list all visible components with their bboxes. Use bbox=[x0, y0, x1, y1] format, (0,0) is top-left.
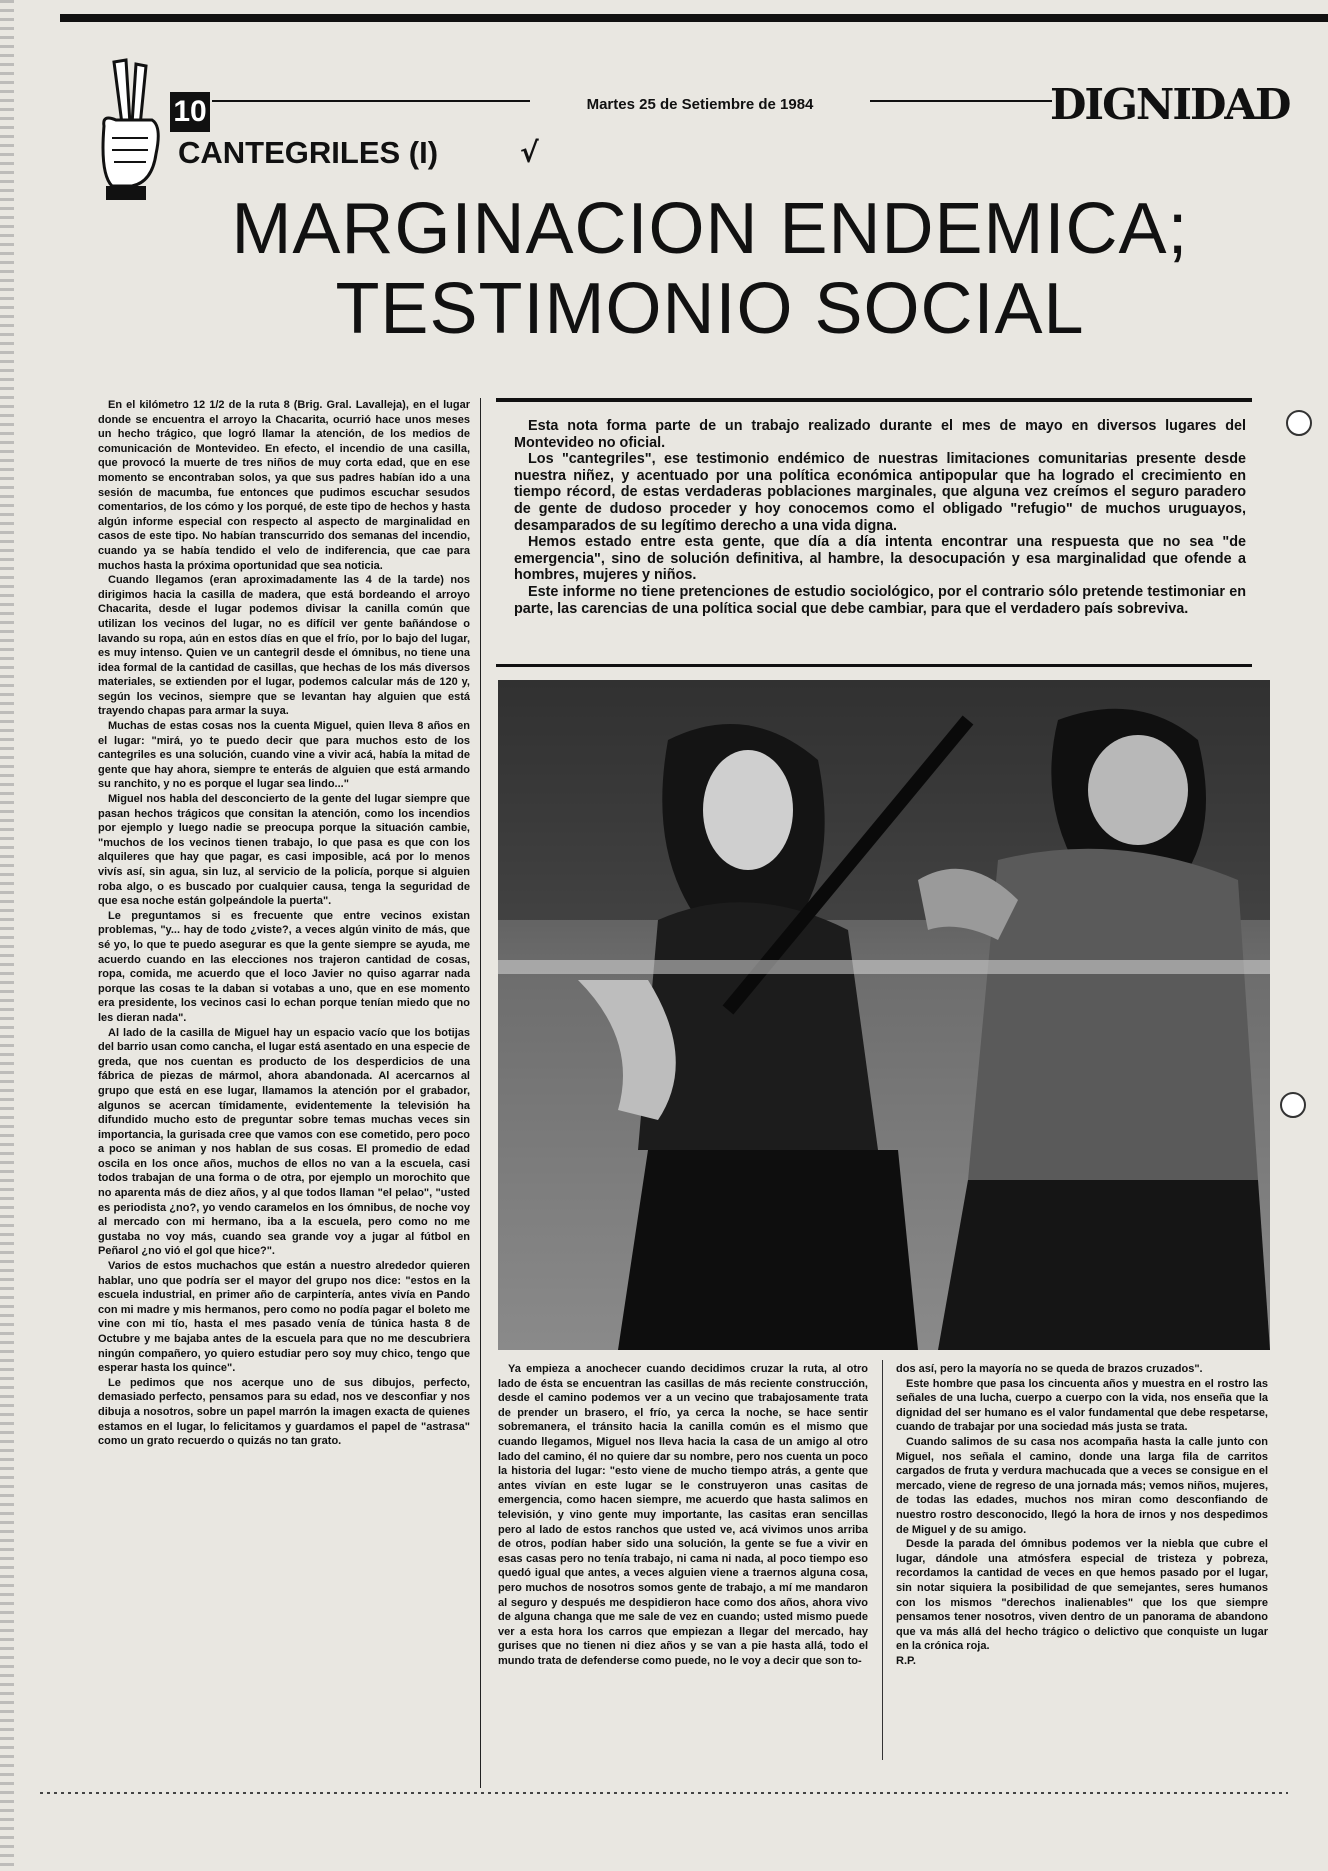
intro-paragraph: Hemos estado entre esta gente, que día a día intenta encontrar una respuesta que no sea "de emergencia", sino de solución definitiva, al hambre, la desocupación y esa marginalidad que ofende a hombres, mujeres y niños. bbox=[514, 534, 1246, 584]
news-photo bbox=[498, 680, 1270, 1350]
article-column-1 bbox=[98, 398, 470, 1449]
intro-paragraph: Los "cantegriles", ese testimonio endémico de nuestras limitaciones comunitarias presente desde nuestra niñez, y acentuado por una política económica antipopular que ha logrado el crecimiento en tiempo récord, de estas verdaderas poblaciones marginales, que alguna vez creímos el seguro paradero de gente de dudoso proceder y hoy conocemos como el obligado "refugio" de muchos uruguayos, desamparados de su legítimo derecho a una vida digna. bbox=[514, 451, 1246, 534]
top-border bbox=[60, 14, 1328, 22]
article-column-3 bbox=[896, 1362, 1268, 1668]
intro-paragraph: Esta nota forma parte de un trabajo realizado durante el mes de mayo en diversos lugares del Montevideo no oficial. bbox=[514, 418, 1246, 451]
masthead-logo: DIGNIDAD bbox=[1050, 80, 1290, 129]
intro-box bbox=[514, 418, 1246, 617]
column-divider bbox=[882, 1360, 883, 1760]
paragraph: Ya empieza a anochecer cuando decidimos cruzar la ruta, al otro lado de ésta se encuentran las casillas de más reciente construcción, desde el camino podemos ver a un vecino que trabajosamente trata de prender un brasero, el frío, ya cerca la noche, se hace sentir sobremanera, el tránsito hacia la canilla común es el mismo que cuando llegamos, Miguel nos lleva hacia la casa de un amigo al otro lado del camino, él no quiere dar su nombre, pero nos cuenta un poco la historia del lugar: "esto viene de mucho tiempo atrás, a gente que antes vivían en este lugar se le construyeron unas casitas de emergencia, como hacen siempre, me acuerdo que hasta salimos en televisión, y vino gente muy importante, las casitas eran sencillas pero al lado de estos ranchos que usted ve, acá vivimos unos arriba de otros, podían haber sido una solución, la gente se fue a vivir en esas casas pero no tenía trabajo, ni cama ni nada, al poco tiempo eso quedó igual que antes, a veces alguien viene a traernos alguna cosa, pero muchos de nosotros somos gente de trabajo, a mí me mandaron al seguro y después me despidieron hace como dos años, ahora vivo de alguna changa que me sale de vez en cuando; usted mismo puede ver a esta hora los carros que empiezan a llegar del mercado, hay gurises que no tienen ni diez años y se van a pie hasta allá, todo el mundo trata de defenderse como puede, no le voy a decir que son to- bbox=[498, 1363, 868, 1667]
column-divider bbox=[480, 398, 481, 1788]
paragraph: Le pedimos que nos acerque uno de sus dibujos, perfecto, demasiado perfecto, pensamos para su edad, nos ve desconfiar y nos dibuja a nosotros, sobre un papel marrón la imagen exacta de quienes estamos en el lugar, lo felicitamos y guardamos el papel de "astrasa" como un grato recuerdo o quizás no tan grato. bbox=[98, 1376, 470, 1448]
issue-date: Martes 25 de Setiembre de 1984 bbox=[530, 96, 870, 113]
bottom-border bbox=[40, 1792, 1288, 1794]
intro-bottom-rule bbox=[496, 664, 1252, 667]
paragraph: Desde la parada del ómnibus podemos ver la niebla que cubre el lugar, dándole una atmósfera especial de tristeza y pobreza, recordamos la cantidad de veces en que hemos pasado por el lugar, sin notar siquiera la posibilidad de que semejantes, seres humanos con los mismos "derechos inalienables" que los que siempre pensamos tener nosotros, viven dentro de un panorama de abandono que va más allá del hecho trágico o delictivo que conquiste un lugar en la crónica roja. bbox=[896, 1538, 1268, 1653]
paragraph: En el kilómetro 12 1/2 de la ruta 8 (Brig. Gral. Lavalleja), en el lugar donde se encuentra el arroyo la Chacarita, ocurrió hace unos meses un hecho trágico, que logró llamar la atención, de los medios de comunicación de Montevideo. En efecto, el incendio de una casilla, que provocó la muerte de tres niños de muy corta edad, que en ese momento se encontraban solos, ya que sus padres habían ido a una sesión de macumba, fue entonces que pudimos escuchar sesudos comentarios, de los cómo y los porqué, de este tipo de hechos y hasta algún informe especial con respecto al aspecto de marginalidad en casos de este tipo. No habían transcurrido dos semanas del incendio, cuando ya se había tendido el velo de indiferencia, que cae para muchos hasta la próxima oportunidad que sea noticia. bbox=[98, 399, 470, 572]
author-signature: R.P. bbox=[896, 1654, 916, 1667]
paragraph: Al lado de la casilla de Miguel hay un espacio vacío que los botijas del barrio usan como cancha, el lugar está asentado en una especie de greda, que nos cuentan es producto de los desperdicios de una fábrica de piezas de mármol, ahora abandonada. Al acercarnos al grupo que está en ese lugar, llamamos la atención por el grabador, algunos se acercan tímidamente, evidentemente la televisión ha difundido mucho esto de preguntar sobre temas muchas veces sin importancia, la gurisada cree que vamos con ese cometido, pero poco a poco se animan y nos hablan de sus cosas. El promedio de edad oscila en los once años, muchos de ellos no van a la escuela, casi todos trabajan de una forma o de otra, por ejemplo un morochito que no aparenta más de diez años, y al que todos llaman "el pelao", "usted es periodista ¿no?, yo vendo caramelos en los ómnibus, de noche voy al mercado con mi hermano, iba a la escuela, pero como no me gustaba no voy más, cuando sea grande voy a jugar al fútbol en Peñarol ¿no vió el gol que hice?". bbox=[98, 1026, 470, 1258]
paragraph: dos así, pero la mayoría no se queda de brazos cruzados". bbox=[896, 1363, 1203, 1375]
paragraph: Este hombre que pasa los cincuenta años y muestra en el rostro las señales de una lucha, cuerpo a cuerpo con la vida, nos enseña que la dignidad del ser humano es el valor fundamental que debe respetarse, cuando de trabajar por una sociedad más justa se trata. bbox=[896, 1377, 1268, 1434]
section-title: CANTEGRILES (I) bbox=[178, 135, 439, 170]
page-number: 10 bbox=[170, 92, 210, 132]
paragraph: Le preguntamos si es frecuente que entre vecinos existan problemas, "y... hay de todo ¿viste?, a veces algún vinito de más, que sé yo, lo que te puedo asegurar es que la gente siempre se ayuda, me acuerdo cuando en las elecciones nos trajeron cantidad de cosas, ropa, comida, me acuerdo que el loco Javier no quiso agarrar nada porque las cosas te la daban si votabas a uno, que en ese momento era presidente, los vecinos casi lo echan porque tenían miedo que no les dieran nada". bbox=[98, 909, 470, 1024]
binder-hole bbox=[1286, 410, 1312, 436]
headline-line-2: TESTIMONIO SOCIAL bbox=[335, 269, 1085, 349]
article-column-2 bbox=[498, 1362, 868, 1668]
intro-paragraph: Este informe no tiene pretenciones de estudio sociológico, por el contrario sólo pretende testimoniar en parte, las carencias de una política social que debe cambiar, para que el verdadero país sobreviva. bbox=[514, 583, 1246, 617]
paragraph: Varios de estos muchachos que están a nuestro alrededor quieren hablar, uno que podría ser el mayor del grupo nos dice: "estos en la escuela industrial, en primer año de carpintería, antes vivía en Pando con mi madre y mis hermanos, pero como no podía pagar el boleto me vine con mi tío, hasta el mes pasado venía de túnica hasta 8 de Octubre y me bajaba antes de la escuela para que no me descubriera ningún compañero, yo quiero estudiar pero soy muy chico, tengo que esperar hasta los quince". bbox=[98, 1260, 470, 1375]
paragraph: Cuando llegamos (eran aproximadamente las 4 de la tarde) nos dirigimos hacia la casilla de madera, que está bordeando el arroyo Chacarita, desde el lugar podemos divisar la canilla común que utilizan los vecinos del lugar, no es difícil ver gente bañándose o lavando su ropa, aún en estos días en que el frío, por lo bajo del lugar, es muy intenso. Quien ve un cantegril desde el ómnibus, no tiene una idea formal de la cantidad de casillas, que hechas de los más diversos materiales, se extienden por el lugar, podemos calcular más de 120 y, según los vecinos, siempre que se levantan hay alguien que está trayendo chapas para armar la suya. bbox=[98, 574, 470, 718]
page-edge bbox=[0, 0, 14, 1871]
paragraph: Muchas de estas cosas nos la cuenta Miguel, quien lleva 8 años en el lugar: "mirá, yo te puedo decir que para muchos esto de los cantegriles es una solución, cuando vine a vivir acá, había la mitad de gente que hay ahora, siempre te enterás de alguien que está armando su ranchito, y no es porque el lugar sea lindo..." bbox=[98, 720, 470, 791]
binder-hole bbox=[1280, 1092, 1306, 1118]
paragraph: Miguel nos habla del desconcierto de la gente del lugar siempre que pasan hechos trágicos que consitan la atención, como los incendios por ejemplo y luego nadie se preocupa porque la situación cambie, "muchos de los vecinos tienen trabajo, lo que pasa es que con los alquileres que hay que pagar, es casi imposible, acá por lo menos vivís así, sin agua, sin luz, al servicio de la policía, porque si alguien roba algo, o es buscado por cualquier causa, tenga la seguridad de que esa noche están golpeándole la puerta". bbox=[98, 793, 470, 908]
headline-line-1: MARGINACION ENDEMICA; bbox=[231, 189, 1189, 269]
handwritten-mark: √ bbox=[520, 136, 539, 169]
paragraph: Cuando salimos de su casa nos acompaña hasta la calle junto con Miguel, nos señala el camino, donde una larga fila de carritos cargados de fruta y verdura machucada que a veces se consigue en el mercado, viene de regreso de una jornada más; vemos niños, mujeres, de todas las edades, muchos nos miran como desconfiando de nuestro rostro desconocido, llegó la hora de irnos y nos despedimos de Miguel y de su amigo. bbox=[896, 1435, 1268, 1536]
victory-hand-icon bbox=[92, 54, 164, 204]
intro-top-rule bbox=[496, 398, 1252, 402]
